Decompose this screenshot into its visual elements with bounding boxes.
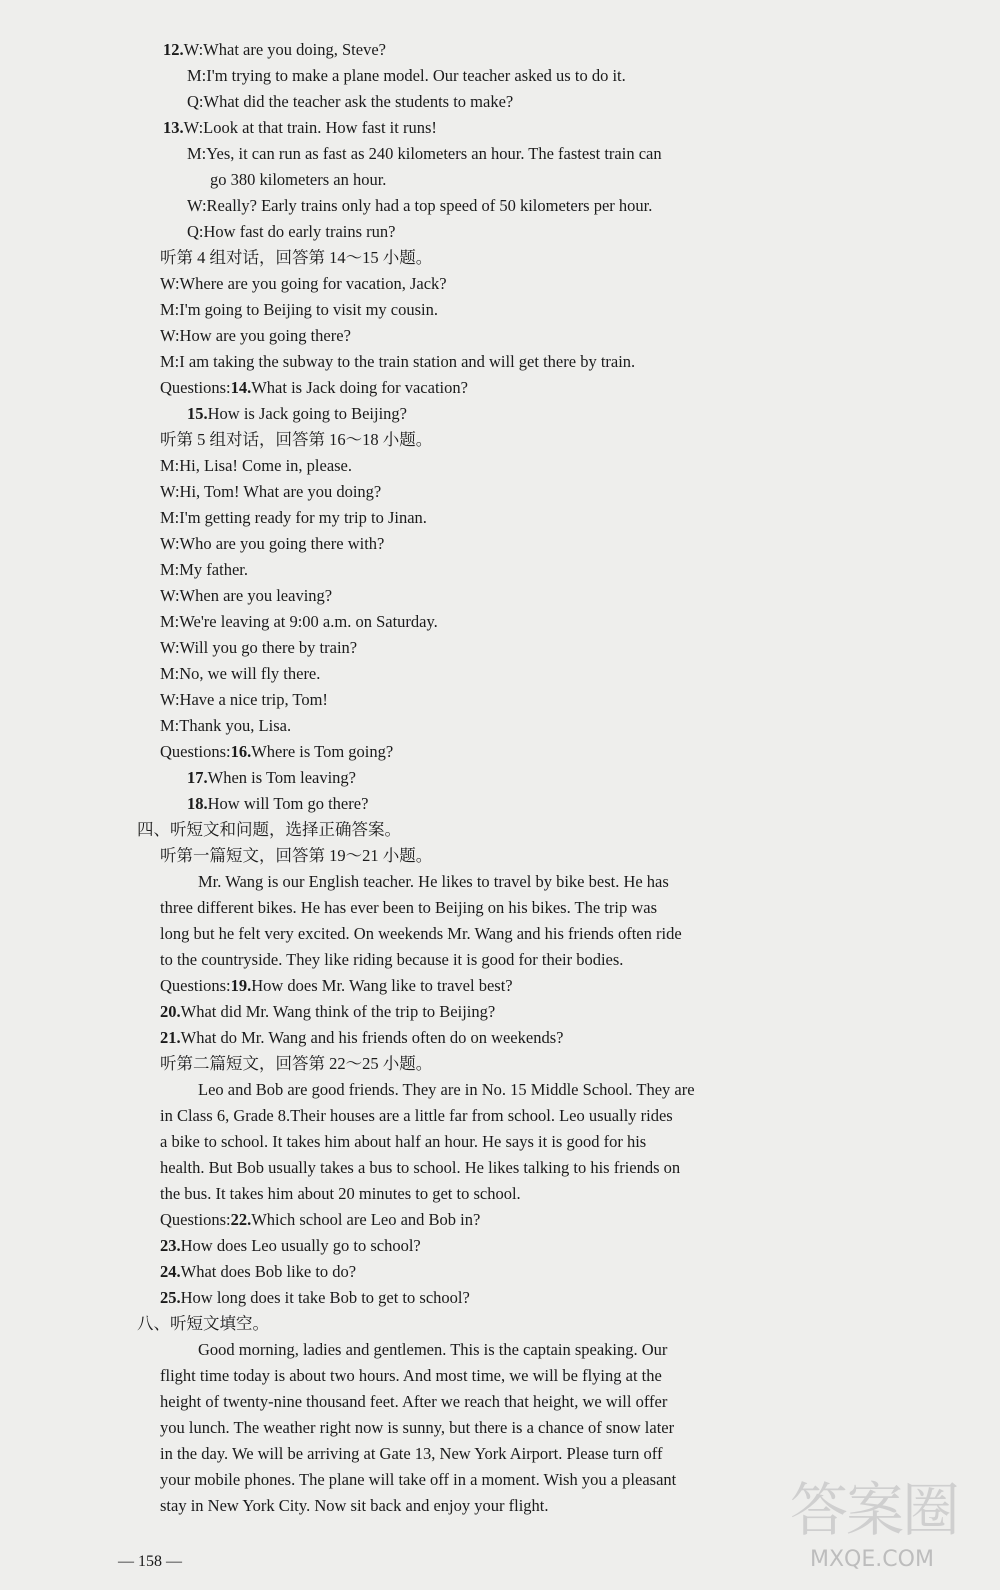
line-text: Leo and Bob are good friends. They are in No. 15 Middle School. They are — [198, 1080, 695, 1099]
question-number: 18. — [187, 794, 208, 813]
text-line — [160, 1209, 480, 1231]
line-text: Good morning, ladies and gentlemen. This is the captain speaking. Our — [198, 1340, 668, 1359]
line-text: What does Bob like to do? — [180, 1262, 357, 1281]
questions-label: Questions: — [160, 1210, 231, 1229]
text-line — [160, 1261, 356, 1283]
text-line — [160, 949, 623, 971]
text-line — [160, 299, 438, 321]
text-line — [160, 1001, 495, 1023]
line-text: M:Hi, Lisa! Come in, please. — [160, 456, 353, 475]
line-text: 听第 4 组对话，回答第 14～15 小题。 — [160, 248, 433, 267]
text-line — [160, 247, 432, 269]
line-text: What did Mr. Wang think of the trip to Beijing? — [180, 1002, 496, 1021]
line-text: M:I'm going to Beijing to visit my cousin. — [160, 300, 438, 319]
line-text: 八、听短文填空。 — [137, 1314, 269, 1333]
text-line — [198, 1079, 695, 1101]
line-text: to the countryside. They like riding because it is good for their bodies. — [160, 950, 624, 969]
text-line — [163, 39, 386, 61]
line-text: three different bikes. He has ever been to Beijing on his bikes. The trip was — [160, 898, 658, 917]
line-text: How is Jack going to Beijing? — [207, 404, 407, 423]
question-number: 22. — [230, 1210, 252, 1229]
text-line — [160, 1157, 680, 1179]
text-line — [160, 1365, 662, 1387]
text-line — [160, 1131, 646, 1153]
text-line — [160, 1469, 676, 1491]
text-line — [160, 663, 320, 685]
text-line — [160, 273, 447, 295]
line-text: W:Who are you going there with? — [160, 534, 385, 553]
text-line — [187, 143, 662, 165]
question-number: 15. — [187, 404, 208, 423]
line-text: M:No, we will fly there. — [160, 664, 321, 683]
text-line — [160, 1105, 673, 1127]
text-line — [160, 897, 657, 919]
line-text: W:What are you doing, Steve? — [183, 40, 386, 59]
question-number: 16. — [230, 742, 252, 761]
line-text: 四、听短文和问题，选择正确答案。 — [137, 820, 401, 839]
line-text: you lunch. The weather right now is sunny, but there is a chance of snow later — [160, 1418, 675, 1437]
question-number: 14. — [230, 378, 252, 397]
line-text: What do Mr. Wang and his friends often do on weekends? — [180, 1028, 564, 1047]
question-number: 12. — [163, 40, 184, 59]
text-line — [210, 169, 386, 191]
line-text: stay in New York City. Now sit back and enjoy your flight. — [160, 1496, 549, 1515]
line-text: M:I'm getting ready for my trip to Jinan. — [160, 508, 427, 527]
line-text: in Class 6, Grade 8.Their houses are a little far from school. Leo usually rides — [160, 1106, 673, 1125]
line-text: in the day. We will be arriving at Gate 13, New York Airport. Please turn off — [160, 1444, 663, 1463]
text-line — [187, 403, 407, 425]
text-line — [187, 91, 513, 113]
line-text: long but he felt very excited. On weekends Mr. Wang and his friends often ride — [160, 924, 682, 943]
text-line — [160, 689, 328, 711]
question-number: 19. — [230, 976, 252, 995]
text-line — [160, 1183, 521, 1205]
line-text: W:Where are you going for vacation, Jack? — [160, 274, 447, 293]
line-text: Q:How fast do early trains run? — [187, 222, 396, 241]
text-line — [160, 1287, 470, 1309]
text-line — [160, 1053, 432, 1075]
line-text: W:How are you going there? — [160, 326, 351, 345]
text-line — [160, 481, 381, 503]
watermark-url: MXQE.COM — [810, 1547, 934, 1572]
text-line — [187, 195, 652, 217]
line-text: height of twenty-nine thousand feet. After we reach that height, we will offer — [160, 1392, 668, 1411]
line-text: M:I'm trying to make a plane model. Our teacher asked us to do it. — [187, 66, 626, 85]
text-line — [160, 637, 357, 659]
line-text: How does Mr. Wang like to travel best? — [251, 976, 513, 995]
questions-label: Questions: — [160, 378, 231, 397]
text-line — [160, 351, 635, 373]
line-text: a bike to school. It takes him about half an hour. He says it is good for his — [160, 1132, 647, 1151]
text-line — [187, 793, 368, 815]
question-number: 25. — [160, 1288, 181, 1307]
line-text: M:I am taking the subway to the train station and will get there by train. — [160, 352, 636, 371]
question-number: 20. — [160, 1002, 181, 1021]
text-line — [160, 741, 393, 763]
watermark — [780, 1475, 990, 1585]
text-line — [163, 117, 437, 139]
line-text: 听第 5 组对话，回答第 16～18 小题。 — [160, 430, 433, 449]
text-line — [160, 325, 351, 347]
line-text: W:Look at that train. How fast it runs! — [183, 118, 437, 137]
text-line — [160, 923, 682, 945]
line-text: your mobile phones. The plane will take off in a moment. Wish you a pleasant — [160, 1470, 677, 1489]
text-line — [187, 767, 356, 789]
line-text: When is Tom leaving? — [207, 768, 357, 787]
question-number: 24. — [160, 1262, 181, 1281]
question-number: 23. — [160, 1236, 181, 1255]
line-text: W:Have a nice trip, Tom! — [160, 690, 328, 709]
text-line — [137, 819, 401, 841]
text-line — [198, 871, 669, 893]
line-text: 听第一篇短文，回答第 19～21 小题。 — [160, 846, 433, 865]
line-text: M:Yes, it can run as fast as 240 kilometers an hour. The fastest train can — [187, 144, 662, 163]
line-text: health. But Bob usually takes a bus to school. He likes talking to his friends on — [160, 1158, 681, 1177]
text-line — [160, 1235, 421, 1257]
line-text: go 380 kilometers an hour. — [210, 170, 387, 189]
text-line — [160, 377, 468, 399]
text-line — [160, 507, 427, 529]
text-line — [187, 221, 395, 243]
watermark-logo: 答案圈 — [790, 1476, 959, 1544]
line-text: Q:What did the teacher ask the students to make? — [187, 92, 514, 111]
text-line — [160, 845, 432, 867]
text-line — [160, 1027, 563, 1049]
question-number: 21. — [160, 1028, 181, 1047]
questions-label: Questions: — [160, 976, 231, 995]
line-text: W:Really? Early trains only had a top speed of 50 kilometers per hour. — [187, 196, 653, 215]
line-text: W:Hi, Tom! What are you doing? — [160, 482, 382, 501]
text-line — [187, 65, 626, 87]
line-text: How does Leo usually go to school? — [180, 1236, 421, 1255]
line-text: How will Tom go there? — [207, 794, 369, 813]
line-text: M:My father. — [160, 560, 248, 579]
line-text: What is Jack doing for vacation? — [251, 378, 468, 397]
text-line — [160, 611, 438, 633]
text-line — [160, 533, 384, 555]
text-line — [160, 585, 332, 607]
line-text: How long does it take Bob to get to school? — [180, 1288, 470, 1307]
line-text: flight time today is about two hours. And most time, we will be flying at the — [160, 1366, 662, 1385]
line-text: Mr. Wang is our English teacher. He likes to travel by bike best. He has — [198, 872, 669, 891]
text-line — [160, 1443, 662, 1465]
page-number: — 158 — — [118, 1553, 182, 1570]
line-text: M:We're leaving at 9:00 a.m. on Saturday. — [160, 612, 438, 631]
line-text: W:When are you leaving? — [160, 586, 333, 605]
text-line — [198, 1339, 667, 1361]
text-line — [137, 1313, 269, 1335]
line-text: Where is Tom going? — [251, 742, 394, 761]
line-text: 听第二篇短文，回答第 22～25 小题。 — [160, 1054, 433, 1073]
text-line — [160, 429, 432, 451]
text-line — [160, 975, 513, 997]
line-text: the bus. It takes him about 20 minutes to get to school. — [160, 1184, 521, 1203]
text-line — [160, 1495, 548, 1517]
line-text: W:Will you go there by train? — [160, 638, 358, 657]
questions-label: Questions: — [160, 742, 231, 761]
text-line — [160, 455, 352, 477]
line-text: Which school are Leo and Bob in? — [251, 1210, 481, 1229]
text-line — [160, 715, 291, 737]
question-number: 13. — [163, 118, 184, 137]
text-line — [160, 1391, 667, 1413]
text-line — [160, 1417, 674, 1439]
text-line — [160, 559, 248, 581]
line-text: M:Thank you, Lisa. — [160, 716, 292, 735]
question-number: 17. — [187, 768, 208, 787]
